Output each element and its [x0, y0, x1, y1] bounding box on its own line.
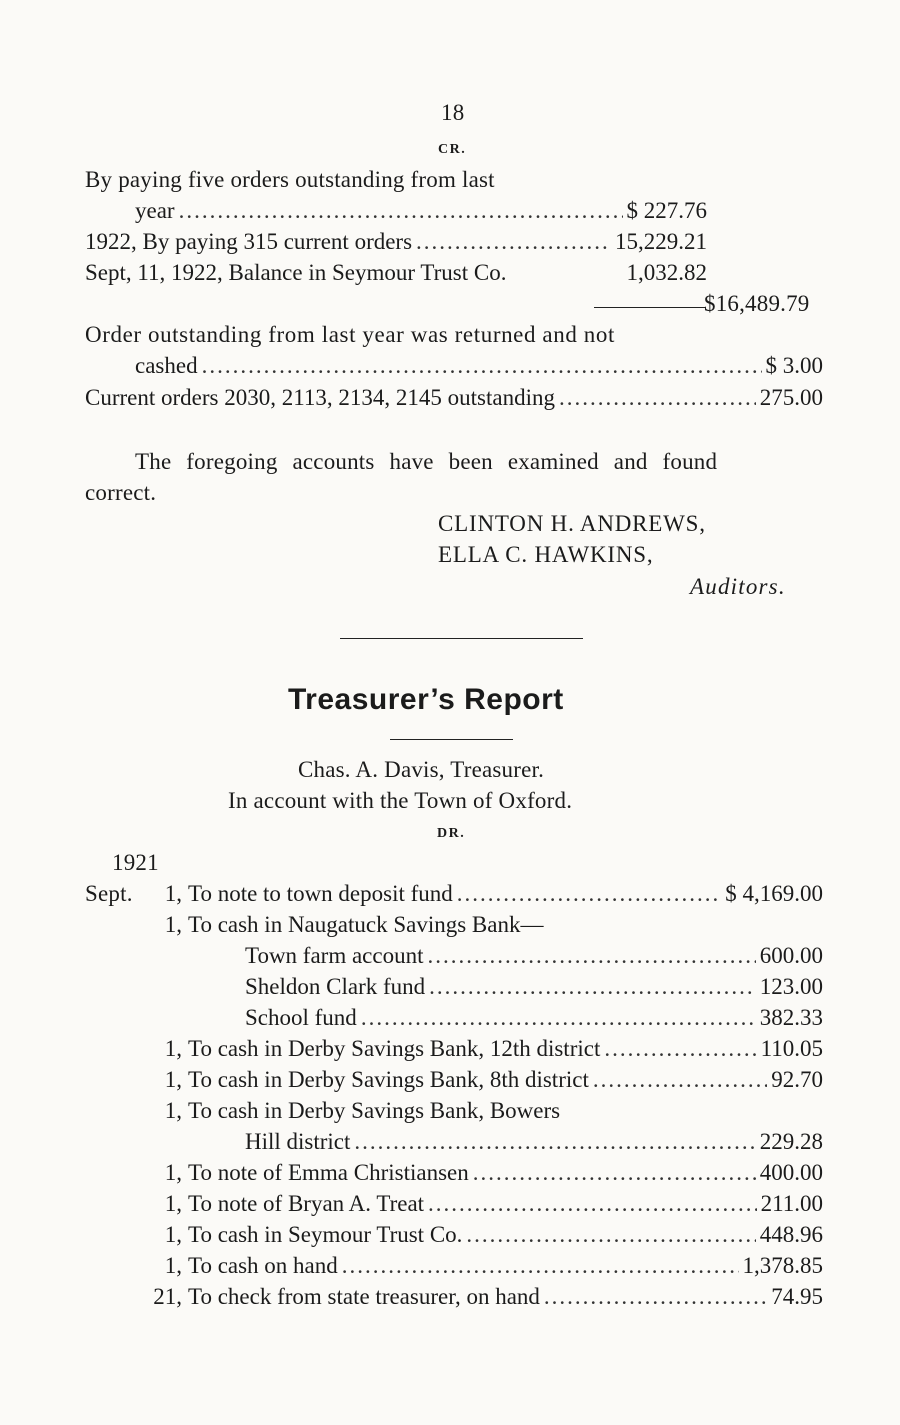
- ledger-row: [150, 1222, 823, 1252]
- ledger-amount: 110.05: [760, 1036, 823, 1061]
- cr-line-4-amount: $ 3.00: [765, 353, 823, 378]
- dr-label: DR.: [437, 826, 466, 841]
- ledger-label: To cash in Derby Savings Bank, Bowers: [188, 1098, 561, 1123]
- ledger-label: To note of Emma Christiansen: [188, 1160, 469, 1185]
- ledger-row: [245, 943, 823, 973]
- leader-dots: [593, 1067, 767, 1093]
- account-line: In account with the Town of Oxford.: [228, 788, 573, 813]
- ledger-amount: 211.00: [760, 1191, 823, 1216]
- cr-line-4-continued: [135, 353, 823, 383]
- ledger-amount: $ 4,169.00: [725, 881, 823, 906]
- ledger-label: To cash in Derby Savings Bank, 8th district: [188, 1067, 589, 1092]
- auditor-name-2: ELLA C. HAWKINS,: [438, 542, 654, 567]
- ledger-month: Sept.: [85, 881, 133, 906]
- ledger-label: Hill district: [245, 1129, 351, 1154]
- cr-line-3-label: Sept, 11, 1922, Balance in Seymour Trust Co.: [85, 260, 507, 285]
- leader-dots: [361, 1005, 756, 1031]
- cr-line-1-label: year: [135, 198, 175, 223]
- ledger-row: [150, 1191, 823, 1221]
- ledger-amount: 123.00: [759, 974, 823, 999]
- ledger-amount: 229.28: [759, 1129, 823, 1154]
- leader-dots: [429, 974, 756, 1000]
- ledger-label: To note to town deposit fund: [188, 881, 453, 906]
- report-title: Treasurer’s Report: [288, 683, 564, 716]
- cr-line-3-amount: 1,032.82: [626, 260, 707, 285]
- ledger-row: [150, 1160, 823, 1190]
- ledger-label: Town farm account: [245, 943, 424, 968]
- leader-dots: [428, 943, 756, 969]
- total-rule: [594, 307, 706, 308]
- ledger-amount: 74.95: [771, 1284, 823, 1309]
- section-divider: [340, 638, 583, 639]
- cr-line-5: [85, 385, 823, 415]
- cr-line-1: By paying five orders outstanding from last: [85, 167, 495, 192]
- cr-line-5-amount: 275.00: [759, 385, 823, 410]
- title-underline: [390, 739, 513, 740]
- ledger-row: [245, 974, 823, 1004]
- ledger-day: 1,: [164, 912, 182, 937]
- ledger-day: 1,: [164, 1191, 182, 1216]
- leader-dots: [202, 353, 762, 379]
- cr-line-1-amount: $ 227.76: [626, 198, 707, 223]
- ledger-label: To cash in Seymour Trust Co.: [188, 1222, 463, 1247]
- cr-label: CR.: [438, 142, 467, 157]
- ledger-row: [150, 1036, 823, 1066]
- ledger-day: 1,: [164, 1160, 182, 1185]
- ledger-day: 1,: [164, 1098, 182, 1123]
- ledger-year: 1921: [112, 850, 159, 875]
- cr-line-4: Order outstanding from last year was returned and not: [85, 322, 615, 347]
- ledger-label: School fund: [245, 1005, 357, 1030]
- audit-statement-line-2: correct.: [85, 480, 157, 505]
- leader-dots: [342, 1253, 739, 1279]
- ledger-day: 1,: [164, 881, 182, 906]
- leader-dots: [466, 1222, 755, 1248]
- cr-line-4-label: cashed: [135, 353, 198, 378]
- ledger-row: [150, 1253, 823, 1283]
- ledger-label: To cash on hand: [188, 1253, 338, 1278]
- ledger-label: To check from state treasurer, on hand: [188, 1284, 540, 1309]
- ledger-day: 1,: [164, 1222, 182, 1247]
- ledger-row: [150, 1284, 823, 1314]
- leader-dots: [544, 1284, 767, 1310]
- leader-dots: [457, 881, 721, 907]
- ledger-label: Sheldon Clark fund: [245, 974, 426, 999]
- leader-dots: [473, 1160, 756, 1186]
- ledger-row: [150, 1067, 823, 1097]
- ledger-row: [150, 881, 823, 911]
- ledger-label: To cash in Derby Savings Bank, 12th district: [188, 1036, 601, 1061]
- ledger-amount: 448.96: [759, 1222, 823, 1247]
- ledger-row: [245, 1005, 823, 1035]
- leader-dots: [354, 1129, 755, 1155]
- ledger-day: 1,: [164, 1253, 182, 1278]
- cr-total: $16,489.79: [704, 291, 810, 316]
- cr-line-5-label: Current orders 2030, 2113, 2134, 2145 outstanding: [85, 385, 555, 410]
- ledger-row: [150, 912, 823, 942]
- ledger-day: 21,: [153, 1284, 182, 1309]
- ledger-day: 1,: [164, 1067, 182, 1092]
- leader-dots: [604, 1036, 756, 1062]
- ledger-row: [150, 1098, 823, 1128]
- ledger-amount: 600.00: [759, 943, 823, 968]
- ledger-label: To note of Bryan A. Treat: [188, 1191, 425, 1216]
- page-number: 18: [441, 100, 465, 125]
- leader-dots: [428, 1191, 757, 1217]
- auditor-name-1: CLINTON H. ANDREWS,: [438, 511, 706, 536]
- ledger-amount: 92.70: [771, 1067, 823, 1092]
- cr-line-3: [85, 260, 707, 290]
- auditors-label: Auditors.: [690, 574, 786, 599]
- cr-line-2-label: 1922, By paying 315 current orders: [85, 229, 413, 254]
- audit-statement-line-1: The foregoing accounts have been examined and found: [135, 449, 718, 474]
- cr-line-1-continued: [135, 198, 707, 228]
- leader-dots: [559, 385, 756, 411]
- cr-line-2: [85, 229, 707, 259]
- ledger-row: [245, 1129, 823, 1159]
- leader-dots: [416, 229, 611, 255]
- leader-dots: [179, 198, 623, 224]
- cr-line-2-amount: 15,229.21: [615, 229, 707, 254]
- ledger-day: 1,: [164, 1036, 182, 1061]
- ledger-amount: 400.00: [759, 1160, 823, 1185]
- treasurer-name-line: Chas. A. Davis, Treasurer.: [298, 757, 545, 782]
- ledger-amount: 382.33: [759, 1005, 823, 1030]
- ledger-label: To cash in Naugatuck Savings Bank—: [188, 912, 544, 937]
- ledger-amount: 1,378.85: [742, 1253, 823, 1278]
